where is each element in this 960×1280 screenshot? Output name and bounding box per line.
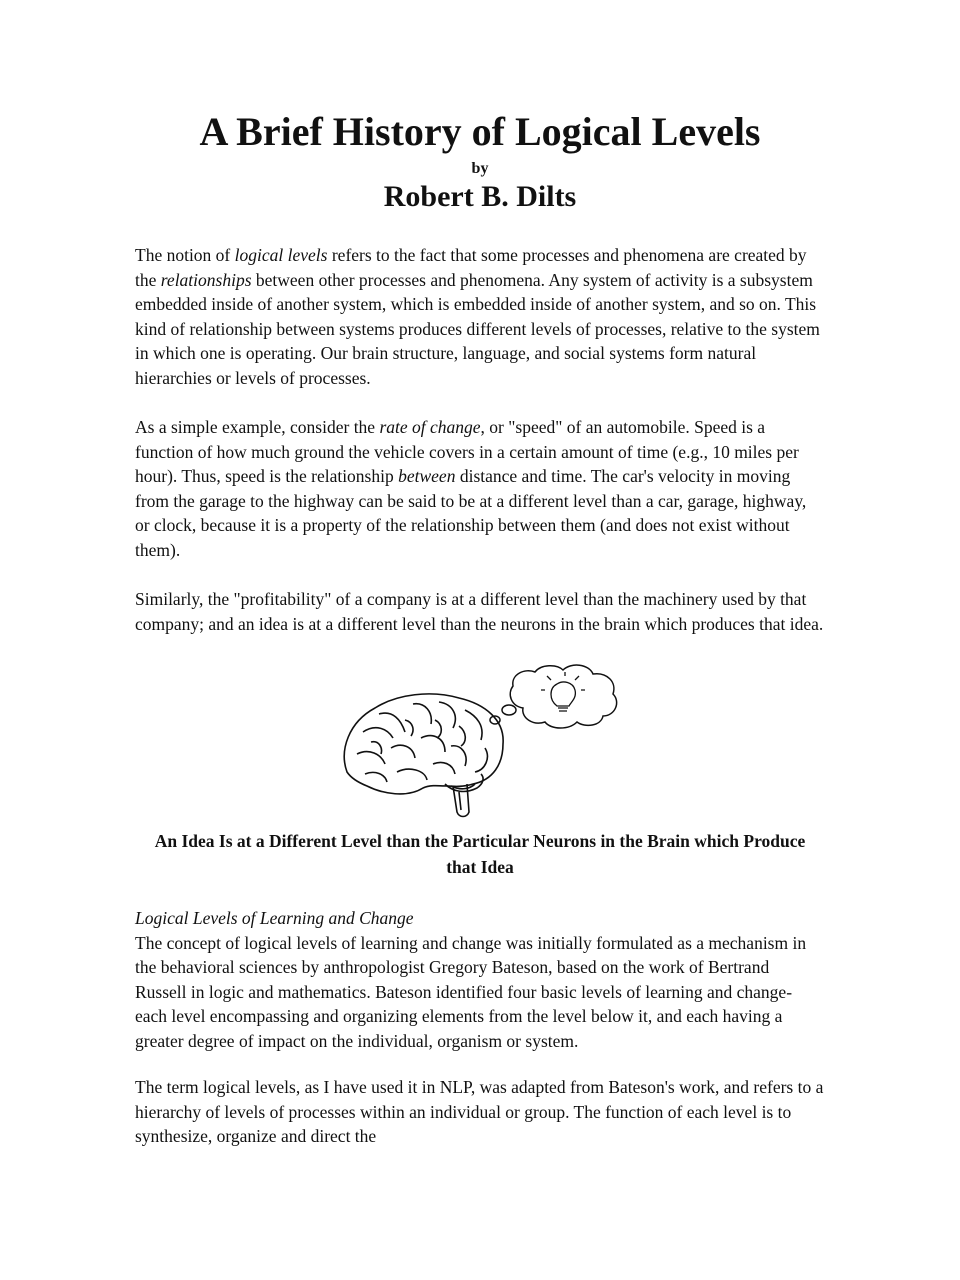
emphasis-relationships: relationships bbox=[160, 269, 252, 290]
text-run: , or "speed" of an automobile. Speed is a function of how much ground the vehicle covers in a certain amount of time (e.g., 10 miles per hour). Thus, speed is the relationship bbox=[135, 417, 799, 487]
text-run: As a simple example, consider the bbox=[135, 417, 380, 437]
text-run: refers to the fact that some processes and phenomena are created by the bbox=[135, 245, 807, 290]
text-run: The notion of bbox=[135, 245, 235, 265]
lightbulb-icon bbox=[541, 672, 585, 711]
byline-by: by bbox=[471, 160, 489, 177]
text-run: distance and time. The car's velocity in moving from the garage to the highway can be said to be at a different level than a car, garage, highway, or clock, because it is a property of the relationship between them (and does not exist without them). bbox=[135, 466, 807, 560]
text-run: between other processes and phenomena. Any system of activity is a subsystem embedded inside of another system, which is embedded inside of another system, and so on. This kind of relationship between systems produces different levels of processes, relative to the system in which one is operating. Our brain structure, language, and social systems form natural hierarchies or levels of processes. bbox=[135, 269, 820, 388]
paragraph-profitability: Similarly, the "profitability" of a company is at a different level than the machinery used by that company; and an idea is at a different level than the neurons in the brain which produces that idea. bbox=[135, 589, 824, 634]
paragraph-logical-levels-notion bbox=[135, 243, 825, 391]
brain-idea-illustration bbox=[335, 662, 625, 830]
document-title: A Brief History of Logical Levels bbox=[199, 109, 761, 154]
paragraph-nlp-logical-levels: The term logical levels, as I have used it in NLP, was adapted from Bateson's work, and refers to a hierarchy of levels of processes within an individual or group. The function of each level is to synthesize, organize and direct the bbox=[135, 1077, 824, 1147]
author-name: Robert B. Dilts bbox=[383, 180, 577, 213]
emphasis-logical-levels: logical levels bbox=[234, 245, 328, 265]
figure-caption: An Idea Is at a Different Level than the Particular Neurons in the Brain which Produce that Idea bbox=[154, 831, 806, 877]
paragraph-speed-example bbox=[135, 415, 825, 563]
section-heading: Logical Levels of Learning and Change bbox=[135, 908, 414, 928]
emphasis-between: between bbox=[398, 466, 456, 487]
paragraph-learning-and-change bbox=[135, 906, 825, 1054]
text-run: The concept of logical levels of learning and change was initially formulated as a mechanism in the behavioral sciences by anthropologist Gregory Bateson, based on the work of Bertrand Russell in logic and mathematics. Bateson identified four basic levels of learning and change- each level encompassing and organizing elements from the level below it, and each having a greater degree of impact on the individual, organism or system. bbox=[135, 932, 807, 1051]
brain-icon bbox=[344, 694, 503, 817]
emphasis-rate-of-change: rate of change bbox=[379, 417, 481, 437]
thought-bubbles-icon bbox=[490, 665, 617, 728]
